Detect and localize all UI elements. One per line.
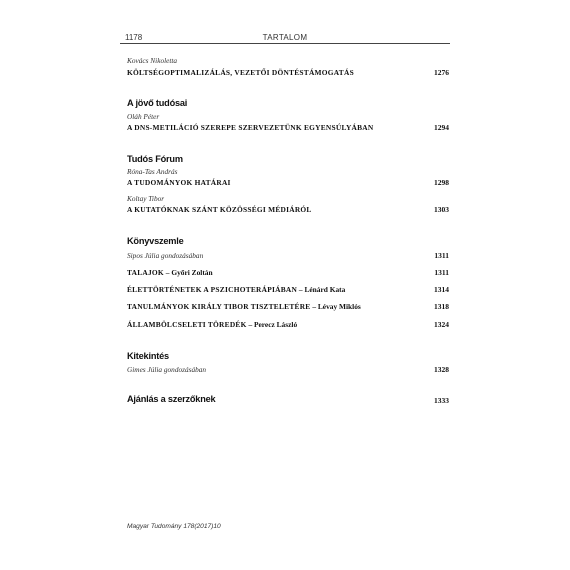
entry-byline: – Perecz László [246,320,298,329]
entry-title: KÖLTSÉGOPTIMALIZÁLÁS, VEZETŐI DÖNTÉSTÁMOGATÁS [127,68,354,77]
entry-page-number: 1324 [434,320,449,329]
entry-page-number: 1298 [434,178,449,187]
entry-page-number: 1328 [434,365,449,374]
entry-byline: – Győri Zoltán [163,268,213,277]
entry-page-number: 1294 [434,123,449,132]
section-heading: Tudós Fórum [127,154,183,164]
entry-title-text: TANULMÁNYOK KIRÁLY TIBOR TISZTELETÉRE [127,302,311,311]
entry-title: A TUDOMÁNYOK HATÁRAI [127,178,231,187]
page-footer: Magyar Tudomány 178(2017)10 [127,523,221,530]
section-heading: Ajánlás a szerzőknek [127,394,216,404]
entry-author: Koltay Tibor [127,194,165,203]
entry-title: A DNS-METILÁCIÓ SZEREPE SZERVEZETÜNK EGYENSÚLYÁBAN [127,123,374,132]
entry-title-text: ÉLETTÖRTÉNETEK A PSZICHOTERÁPIÁBAN [127,285,298,294]
section-heading: Kitekintés [127,351,169,361]
entry-title [127,268,213,277]
entry-page-number: 1314 [434,285,449,294]
header-page-number: 1178 [125,33,143,42]
header-rule [120,43,450,44]
entry-page-number: 1276 [434,68,449,77]
entry-author: Sipos Júlia gondozásában [127,251,204,260]
entry-author: Gimes Júlia gondozásában [127,365,207,374]
entry-page-number: 1311 [434,251,449,260]
section-heading: A jövő tudósai [127,98,188,108]
entry-page-number: 1303 [434,205,449,214]
entry-author: Oláh Péter [127,112,160,121]
entry-page-number: 1333 [434,396,449,405]
entry-byline: – Lévay Miklós [310,302,361,311]
section-heading: Könyvszemle [127,236,184,246]
entry-title [127,320,297,329]
entry-page-number: 1311 [434,268,449,277]
entry-title: A KUTATÓKNAK SZÁNT KÖZÖSSÉGI MÉDIÁRÓL [127,205,312,214]
header-title: TARTALOM [262,33,308,42]
entry-title [127,285,345,294]
entry-title-text: ÁLLAMBÖLCSELETI TÖREDÉK [127,320,247,329]
entry-title-text: TALAJOK [127,268,164,277]
entry-page-number: 1318 [434,302,449,311]
entry-title [127,302,361,311]
entry-byline: – Lénárd Kata [297,285,346,294]
entry-author: Róna-Tas András [127,167,178,176]
entry-author: Kovács Nikoletta [127,56,178,65]
